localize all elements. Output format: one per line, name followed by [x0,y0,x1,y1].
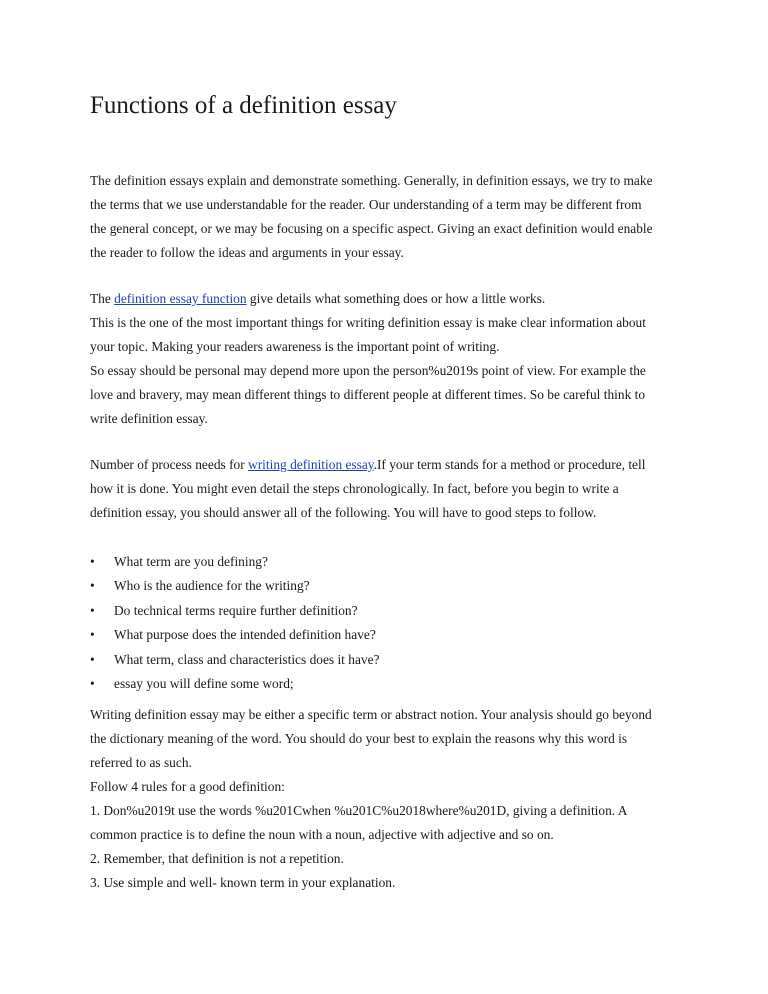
paragraph-line [90,453,690,477]
paragraph-line: referred to as such. [90,755,192,770]
paragraph-line: the general concept, or we may be focusing on a specific aspect. Giving an exact definition would enable [90,221,653,236]
list-item-text: What term, class and characteristics does it have? [114,651,380,667]
text-run: .If your term stands for a method or procedure, tell [373,457,646,472]
bullet-icon: • [90,578,95,594]
paragraph-rules [90,703,690,895]
rule-item: 3. Use simple and well- known term in your explanation. [90,875,396,890]
paragraph-line [90,287,690,311]
list-item-text: What term are you defining? [114,554,268,569]
question-list [90,550,690,696]
paragraph-line: So essay should be personal may depend more upon the person%u2019s point of view. For example the [90,363,646,378]
paragraph-line: love and bravery, may mean different things to different people at different times. So be careful think to [90,387,646,402]
writing-definition-essay-link[interactable]: writing definition essay [248,457,374,472]
bullet-icon: • [90,675,95,691]
text-run: The [90,291,115,306]
list-item [90,672,690,696]
text-run: give details what something does or how a little works. [246,291,546,306]
list-item-text: essay you will define some word; [114,675,294,691]
bullet-icon: • [90,651,95,667]
paragraph-line: common practice is to define the noun with a noun, adjective with adjective and so on. [90,827,554,842]
paragraph-line: Follow 4 rules for a good definition: [90,779,285,794]
list-item [90,648,690,672]
list-item-text: Do technical terms require further definition? [114,602,358,618]
paragraph-line: your topic. Making your readers awareness is the important point of writing. [90,339,500,354]
paragraph-line: write definition essay. [90,411,208,426]
bullet-icon: • [90,554,95,569]
list-item [90,623,690,647]
list-item-text: Who is the audience for the writing? [114,578,310,594]
paragraph-line: how it is done. You might even detail the steps chronologically. In fact, before you begin to write a [90,481,619,496]
text-run: Number of process needs for [90,457,249,472]
paragraph-line: Writing definition essay may be either a specific term or abstract notion. Your analysis should go beyond [90,707,652,722]
rule-item: 2. Remember, that definition is not a repetition. [90,851,344,866]
rule-item: 1. Don%u2019t use the words %u201Cwhen %u201C%u2018where%u201D, giving a definition. A [90,803,628,818]
paragraph-intro [90,169,690,265]
paragraph-function [90,287,690,431]
bullet-icon: • [90,627,95,643]
list-item [90,550,690,574]
paragraph-line: the dictionary meaning of the word. You should do your best to explain the reasons why this word is [90,731,628,746]
paragraph-line: This is the one of the most important things for writing definition essay is make clear information about [90,315,646,330]
paragraph-line: definition essay, you should answer all of the following. You will have to good steps to follow. [90,505,597,520]
list-item-text: What purpose does the intended definition have? [114,627,376,643]
document-title: Functions of a definition essay [90,92,397,119]
definition-essay-function-link[interactable]: definition essay function [114,291,247,306]
list-item [90,574,690,598]
paragraph-process [90,453,690,525]
list-item [90,599,690,623]
paragraph-line: the terms that we use understandable for the reader. Our understanding of a term may be different from [90,197,642,212]
paragraph-line: the reader to follow the ideas and arguments in your essay. [90,245,404,260]
paragraph-line: The definition essays explain and demonstrate something. Generally, in definition essays, we try to make [90,173,653,188]
bullet-icon: • [90,602,95,618]
